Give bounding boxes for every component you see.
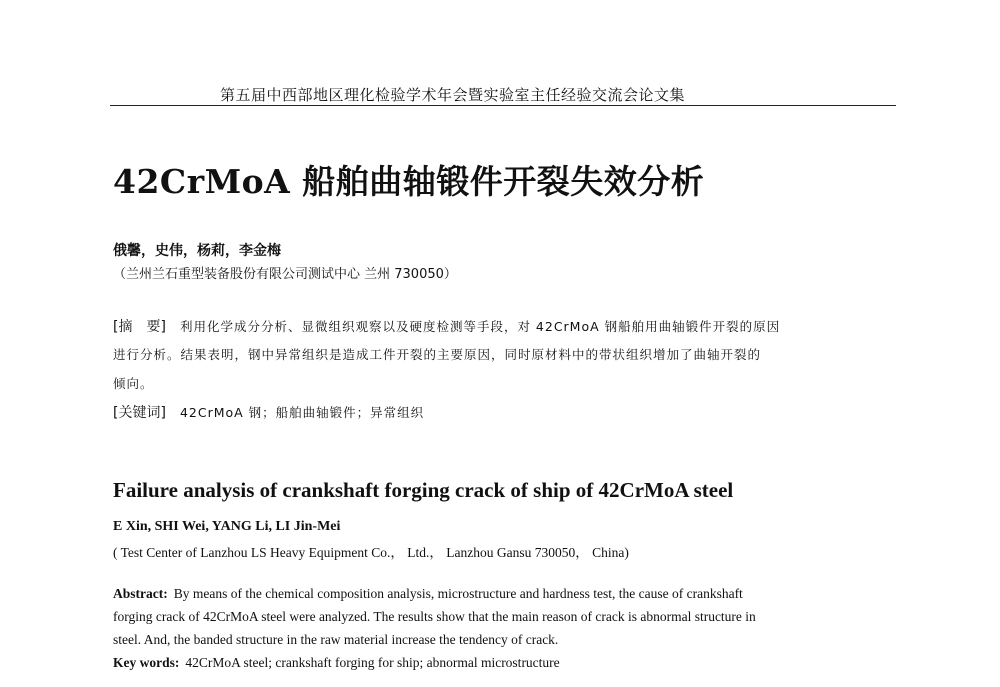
cn-abstract-line-1 (113, 316, 780, 336)
cn-authors: 俄馨，史伟，杨莉，李金梅 (113, 243, 281, 259)
cn-title: 42CrMoA 船舶曲轴锻件开裂失效分析 (113, 162, 705, 201)
en-keywords (113, 655, 560, 671)
en-abstract-line-1 (113, 586, 743, 602)
cn-affiliation: （兰州兰石重型装备股份有限公司测试中心 兰州 730050） (113, 267, 457, 282)
header-rule (110, 105, 896, 106)
en-keywords-text: 42CrMoA steel; crankshaft forging for ship; abnormal microstructure (185, 655, 560, 670)
en-abstract-line-3: steel. And, the banded structure in the raw material increase the tendency of crack. (113, 632, 559, 647)
cn-keywords-label: [关键词] (113, 405, 166, 421)
en-abstract-label: Abstract: (113, 586, 168, 601)
cn-keywords-text: 42CrMoA 钢；船舶曲轴锻件；异常组织 (179, 405, 425, 420)
en-abstract-line-2: forging crack of 42CrMoA steel were analyzed. The results show that the main reason of crack is abnormal structure in (113, 609, 756, 624)
running-header: 第五届中西部地区理化检验学术年会暨实验室主任经验交流会论文集 (220, 86, 686, 104)
en-title: Failure analysis of crankshaft forging crack of ship of 42CrMoA steel (113, 478, 734, 502)
cn-abstract-line-2: 进行分析。结果表明，钢中异常组织是造成工件开裂的主要原因，同时原材料中的带状组织增加了曲轴开裂的 (113, 347, 762, 362)
en-keywords-label: Key words: (113, 655, 180, 670)
en-authors: E Xin, SHI Wei, YANG Li, LI Jin-Mei (113, 519, 341, 534)
cn-abstract-label: [摘 要] (113, 319, 166, 335)
en-affiliation: ( Test Center of Lanzhou LS Heavy Equipment Co.， Ltd.， Lanzhou Gansu 730050， China) (113, 545, 629, 560)
en-abstract-text-1: By means of the chemical composition analysis, microstructure and hardness test, the cause of crankshaft (173, 586, 743, 601)
cn-keywords (113, 402, 424, 422)
cn-abstract-text-1: 利用化学成分分析、显微组织观察以及硬度检测等手段，对 42CrMoA 钢船舶用曲轴锻件开裂的原因 (179, 319, 781, 334)
cn-abstract-line-3: 倾向。 (113, 376, 154, 391)
